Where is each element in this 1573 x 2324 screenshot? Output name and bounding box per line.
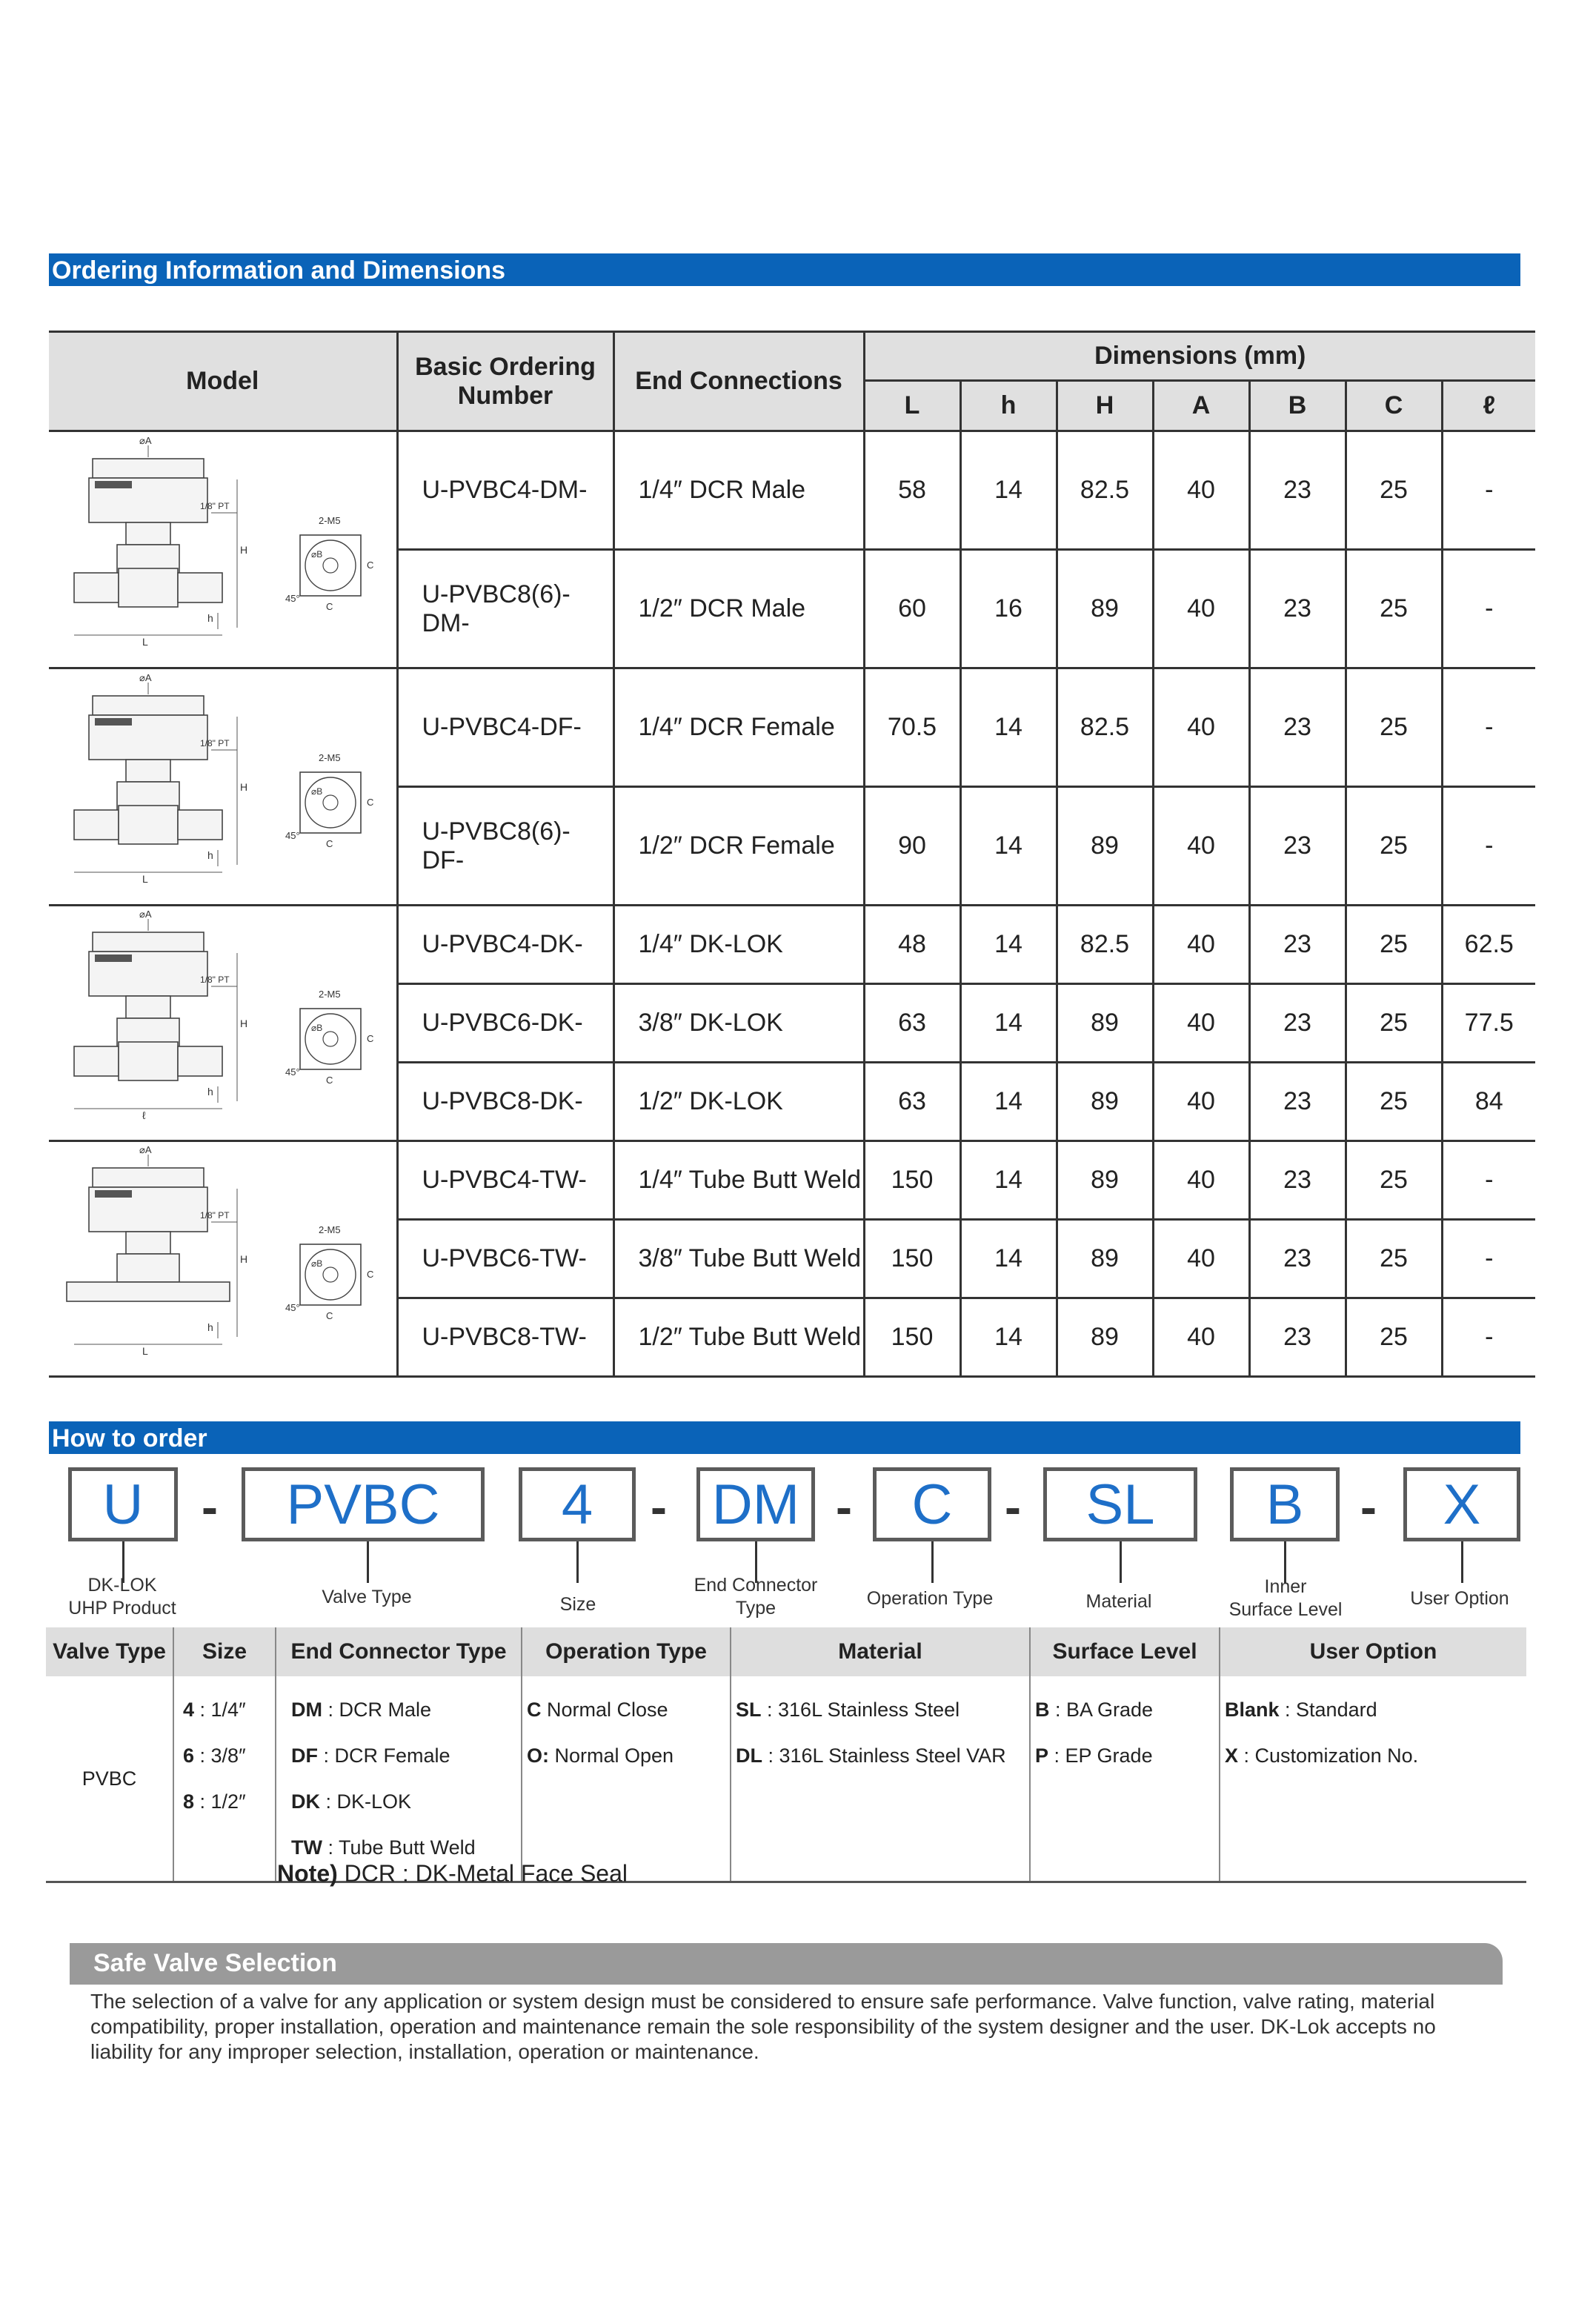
dim-H: 89	[1057, 787, 1153, 906]
dim-l: -	[1442, 668, 1535, 787]
header-dim-H: H	[1057, 381, 1153, 431]
valve-neck	[126, 996, 170, 1018]
ordering-number: U-PVBC8(6)-DM-	[397, 550, 613, 668]
dim-L: 48	[864, 906, 960, 984]
left-fitting	[74, 810, 119, 840]
dim-L: 58	[864, 431, 960, 550]
stem-material	[1120, 1541, 1122, 1583]
angle-label: 45°	[285, 830, 300, 841]
order-box-valve-type: PVBC	[242, 1467, 485, 1541]
actuator-cap	[93, 932, 204, 952]
dim-C: 25	[1346, 1298, 1442, 1377]
top-view-square	[300, 1244, 361, 1305]
actuator-label-plate	[95, 1190, 132, 1198]
dim-A: 40	[1153, 1298, 1249, 1377]
size-option: 8 : 1/2″	[183, 1790, 246, 1813]
dim-L: 60	[864, 550, 960, 668]
dim-B: 23	[1249, 787, 1346, 906]
dim-H: 82.5	[1057, 431, 1153, 550]
valve-drawing	[52, 909, 393, 1131]
actuator-cap	[93, 696, 204, 715]
ordering-number: U-PVBC4-DK-	[397, 906, 613, 984]
pt-label: 1/8" PT	[200, 738, 230, 748]
dim-H: 89	[1057, 550, 1153, 668]
dim-l: -	[1442, 1141, 1535, 1220]
dim-l: 84	[1442, 1063, 1535, 1141]
dim-A: 40	[1153, 984, 1249, 1063]
dim-a-label: ⌀A	[139, 1144, 152, 1155]
dim-A: 40	[1153, 1141, 1249, 1220]
m5-label: 2-M5	[319, 752, 341, 763]
dim-C: 25	[1346, 550, 1442, 668]
right-fitting	[178, 1046, 222, 1076]
pt-label: 1/8" PT	[200, 1210, 230, 1221]
material-option: DL : 316L Stainless Steel VAR	[736, 1744, 1006, 1767]
header-dim-A: A	[1153, 381, 1249, 431]
dim-C-side-label: C	[367, 1033, 374, 1044]
how-to-order-title: How to order	[52, 1424, 207, 1452]
valve-drawing	[52, 1144, 393, 1367]
dim-l: -	[1442, 431, 1535, 550]
how-to-order-bar	[49, 1421, 1520, 1454]
dim-H: 89	[1057, 1063, 1153, 1141]
actuator-label-plate	[95, 718, 132, 726]
opt-header-material: Material	[731, 1627, 1030, 1676]
valve-drawing	[52, 435, 393, 657]
dim-l: -	[1442, 550, 1535, 668]
surface-option: P : EP Grade	[1035, 1744, 1153, 1767]
opt-header-surface: Surface Level	[1030, 1627, 1220, 1676]
dim-h: 16	[960, 550, 1057, 668]
dim-H: 89	[1057, 1220, 1153, 1298]
caption-surface: Inner Surface Level	[1228, 1576, 1343, 1620]
top-view-center	[323, 1267, 338, 1282]
pt-label: 1/8" PT	[200, 501, 230, 511]
dim-l: 62.5	[1442, 906, 1535, 984]
dim-C: 25	[1346, 1141, 1442, 1220]
ordering-number: U-PVBC6-TW-	[397, 1220, 613, 1298]
dim-l: -	[1442, 787, 1535, 906]
order-box-size: 4	[519, 1467, 636, 1541]
opt-end-connectors-cell	[276, 1676, 522, 1882]
end-connector-option: DK : DK-LOK	[291, 1790, 412, 1813]
angle-label: 45°	[285, 1066, 300, 1078]
dim-L: 63	[864, 984, 960, 1063]
dim-L: 70.5	[864, 668, 960, 787]
ordering-number: U-PVBC4-DM-	[397, 431, 613, 550]
opt-sizes-cell	[173, 1676, 276, 1882]
angle-label: 45°	[285, 593, 300, 604]
caption-valve-type: Valve Type	[322, 1587, 412, 1607]
dim-B-label: ⌀B	[311, 1258, 323, 1269]
angle-label: 45°	[285, 1302, 300, 1313]
dim-a-label: ⌀A	[139, 435, 152, 446]
top-view-center	[323, 558, 338, 573]
dim-B: 23	[1249, 1141, 1346, 1220]
stem-size	[576, 1541, 579, 1583]
dim-L: 150	[864, 1298, 960, 1377]
dim-A: 40	[1153, 787, 1249, 906]
tube-weld-ends	[67, 1282, 230, 1301]
header-dimensions: Dimensions (mm)	[864, 332, 1535, 381]
right-fitting	[178, 573, 222, 602]
model-drawing-cell	[49, 431, 397, 668]
end-connection: 1/4″ DCR Female	[613, 668, 864, 787]
dim-H: 89	[1057, 1141, 1153, 1220]
dim-B-label: ⌀B	[311, 549, 323, 560]
stem-operation	[931, 1541, 934, 1583]
dim-B: 23	[1249, 1220, 1346, 1298]
dim-h-label: h	[207, 1321, 214, 1333]
opt-surfaces-cell	[1030, 1676, 1220, 1882]
operation-option: O: Normal Open	[527, 1744, 674, 1767]
end-connection: 3/8″ DK-LOK	[613, 984, 864, 1063]
actuator-cap	[93, 1168, 204, 1187]
actuator-label-plate	[95, 954, 132, 962]
dim-L-label: ℓ	[142, 1109, 146, 1121]
dim-L-label: L	[142, 636, 149, 648]
top-view-square	[300, 1009, 361, 1069]
safe-selection-bar	[70, 1943, 1503, 1985]
valve-body	[119, 568, 178, 607]
caption-operation: Operation Type	[866, 1588, 994, 1609]
top-view-square	[300, 772, 361, 833]
dim-A: 40	[1153, 1063, 1249, 1141]
end-connection: 1/2″ DCR Female	[613, 787, 864, 906]
ordering-number: U-PVBC4-DF-	[397, 668, 613, 787]
m5-label: 2-M5	[319, 1224, 341, 1235]
dim-C-side-label: C	[367, 797, 374, 808]
m5-label: 2-M5	[319, 989, 341, 1000]
stem-user-option	[1461, 1541, 1463, 1583]
dim-h-label: h	[207, 849, 214, 861]
dim-B: 23	[1249, 984, 1346, 1063]
valve-neck	[126, 522, 170, 545]
dim-H: 89	[1057, 1298, 1153, 1377]
right-fitting	[178, 810, 222, 840]
header-dim-L: L	[864, 381, 960, 431]
end-connection: 1/2″ Tube Butt Weld	[613, 1298, 864, 1377]
dim-A: 40	[1153, 668, 1249, 787]
pt-label: 1/8" PT	[200, 975, 230, 985]
dim-h: 14	[960, 906, 1057, 984]
dim-H-label: H	[240, 1017, 248, 1029]
m5-label: 2-M5	[319, 515, 341, 526]
model-drawing-cell	[49, 668, 397, 906]
top-view-square	[300, 535, 361, 596]
dim-H-label: H	[240, 781, 248, 793]
end-connector-option: TW : Tube Butt Weld	[291, 1836, 476, 1859]
opt-valve-type: PVBC	[46, 1676, 173, 1882]
opt-operations-cell	[522, 1676, 731, 1882]
valve-neck	[126, 760, 170, 782]
order-box-surface: B	[1230, 1467, 1340, 1541]
size-option: 6 : 3/8″	[183, 1744, 246, 1767]
dim-h: 14	[960, 1298, 1057, 1377]
order-box-product: U	[68, 1467, 178, 1541]
dim-A: 40	[1153, 550, 1249, 668]
dim-B: 23	[1249, 906, 1346, 984]
ordering-number: U-PVBC8-TW-	[397, 1298, 613, 1377]
options-table	[46, 1627, 1526, 1883]
header-model: Model	[49, 332, 397, 431]
surface-option: B : BA Grade	[1035, 1699, 1154, 1721]
dim-B-label: ⌀B	[311, 1023, 323, 1033]
opt-header-operation: Operation Type	[522, 1627, 731, 1676]
dim-h: 14	[960, 431, 1057, 550]
dim-h: 14	[960, 1063, 1057, 1141]
ordering-number: U-PVBC8-DK-	[397, 1063, 613, 1141]
table-row	[49, 1141, 1535, 1220]
dim-h: 14	[960, 984, 1057, 1063]
dimensions-table	[49, 331, 1535, 1378]
dim-h: 14	[960, 787, 1057, 906]
ordering-number: U-PVBC4-TW-	[397, 1141, 613, 1220]
end-connector-option: DF : DCR Female	[291, 1744, 450, 1767]
dim-B: 23	[1249, 431, 1346, 550]
dim-H-label: H	[240, 1253, 248, 1265]
order-box-material: SL	[1043, 1467, 1197, 1541]
model-drawing-cell	[49, 906, 397, 1141]
size-option: 4 : 1/4″	[183, 1699, 246, 1721]
end-connection: 1/2″ DCR Male	[613, 550, 864, 668]
dim-C-label: C	[326, 1310, 333, 1321]
dim-L: 150	[864, 1220, 960, 1298]
valve-nut	[117, 1254, 179, 1282]
dim-A: 40	[1153, 431, 1249, 550]
header-basic-ordering-number: Basic Ordering Number	[397, 332, 613, 431]
opt-user-options-cell	[1220, 1676, 1526, 1882]
end-connection: 1/4″ Tube Butt Weld	[613, 1141, 864, 1220]
top-view-circle	[305, 1249, 356, 1300]
note-text: DCR : DK-Metal Face Seal	[344, 1860, 628, 1887]
top-view-circle	[305, 540, 356, 591]
dim-L-label: L	[142, 1345, 149, 1357]
end-connection: 1/4″ DCR Male	[613, 431, 864, 550]
dim-L: 63	[864, 1063, 960, 1141]
material-option: SL : 316L Stainless Steel	[736, 1699, 960, 1721]
dim-B: 23	[1249, 1063, 1346, 1141]
dim-H: 89	[1057, 984, 1153, 1063]
dim-L: 90	[864, 787, 960, 906]
valve-neck	[126, 1232, 170, 1254]
opt-header-size: Size	[173, 1627, 276, 1676]
user-option: Blank : Standard	[1225, 1699, 1377, 1721]
ordering-number: U-PVBC6-DK-	[397, 984, 613, 1063]
order-dash-4: -	[1005, 1479, 1021, 1534]
dim-A: 40	[1153, 1220, 1249, 1298]
dim-C-side-label: C	[367, 1269, 374, 1280]
dim-a-label: ⌀A	[139, 672, 152, 683]
dim-a-label: ⌀A	[139, 909, 152, 920]
top-view-circle	[305, 1014, 356, 1064]
stem-valve-type	[367, 1541, 369, 1583]
dim-h: 14	[960, 1141, 1057, 1220]
left-fitting	[74, 573, 119, 602]
table-row	[49, 668, 1535, 787]
dim-C: 25	[1346, 1063, 1442, 1141]
dim-C-side-label: C	[367, 560, 374, 571]
order-dash-3: -	[836, 1479, 852, 1534]
dim-H: 82.5	[1057, 906, 1153, 984]
caption-product: DK-LOK UHP Product	[68, 1575, 176, 1618]
dim-C-label: C	[326, 838, 333, 849]
header-dim-l: ℓ	[1442, 381, 1535, 431]
end-connection: 1/2″ DK-LOK	[613, 1063, 864, 1141]
user-option: X : Customization No.	[1225, 1744, 1419, 1767]
valve-body	[119, 806, 178, 844]
opt-header-user-option: User Option	[1220, 1627, 1526, 1676]
header-end-connections: End Connections	[613, 332, 864, 431]
dim-C: 25	[1346, 787, 1442, 906]
caption-end-connector: End Connector Type	[694, 1575, 818, 1618]
end-connection: 3/8″ Tube Butt Weld	[613, 1220, 864, 1298]
note-label: Note)	[277, 1860, 338, 1887]
order-box-operation: C	[873, 1467, 991, 1541]
dim-B: 23	[1249, 550, 1346, 668]
dim-L-label: L	[142, 873, 149, 885]
header-dim-B: B	[1249, 381, 1346, 431]
dim-C-label: C	[326, 1075, 333, 1086]
dim-H: 82.5	[1057, 668, 1153, 787]
dim-h-label: h	[207, 1086, 214, 1098]
dim-l: 77.5	[1442, 984, 1535, 1063]
dim-l: -	[1442, 1298, 1535, 1377]
valve-drawing	[52, 672, 393, 894]
caption-user-option: User Option	[1410, 1588, 1509, 1609]
dim-C: 25	[1346, 984, 1442, 1063]
ordering-section-bar	[49, 253, 1520, 286]
dim-C: 25	[1346, 431, 1442, 550]
dim-C: 25	[1346, 1220, 1442, 1298]
header-dim-C: C	[1346, 381, 1442, 431]
caption-material: Material	[1085, 1591, 1152, 1612]
dim-C: 25	[1346, 906, 1442, 984]
order-dash-1: -	[202, 1479, 218, 1534]
opt-header-valve-type: Valve Type	[46, 1627, 173, 1676]
safe-selection-text: The selection of a valve for any application or system design must be considered to ensure safe performance. Valve function, valve rating, material compatibility, proper installation, operation and maintenance remain the sole responsibility of the system designer and the user. DK-Lok accepts no liability for any improper selection, installation, operation or maintenance.	[90, 1990, 1436, 2063]
dim-H-label: H	[240, 544, 248, 556]
dim-B: 23	[1249, 668, 1346, 787]
dim-B: 23	[1249, 1298, 1346, 1377]
opt-materials-cell	[731, 1676, 1030, 1882]
top-view-center	[323, 795, 338, 810]
end-connection: 1/4″ DK-LOK	[613, 906, 864, 984]
end-connector-option: DM : DCR Male	[291, 1699, 432, 1721]
caption-size: Size	[559, 1594, 596, 1615]
actuator-label-plate	[95, 481, 132, 488]
dim-h: 14	[960, 668, 1057, 787]
opt-header-end-connector: End Connector Type	[276, 1627, 522, 1676]
note	[277, 1860, 628, 1888]
top-view-circle	[305, 777, 356, 828]
dim-B-label: ⌀B	[311, 786, 323, 797]
safe-selection-title: Safe Valve Selection	[93, 1949, 337, 1977]
ordering-number: U-PVBC8(6)-DF-	[397, 787, 613, 906]
dim-C-label: C	[326, 601, 333, 612]
actuator-cap	[93, 459, 204, 478]
top-view-center	[323, 1032, 338, 1046]
order-dash-2: -	[651, 1479, 667, 1534]
valve-body	[119, 1042, 178, 1080]
header-dim-h: h	[960, 381, 1057, 431]
dim-L: 150	[864, 1141, 960, 1220]
dim-C: 25	[1346, 668, 1442, 787]
table-row	[49, 431, 1535, 550]
left-fitting	[74, 1046, 119, 1076]
dim-A: 40	[1153, 906, 1249, 984]
table-row	[49, 906, 1535, 984]
dim-h: 14	[960, 1220, 1057, 1298]
dim-h-label: h	[207, 612, 214, 624]
model-drawing-cell	[49, 1141, 397, 1377]
order-box-end-connector: DM	[696, 1467, 815, 1541]
order-dash-5: -	[1360, 1479, 1377, 1534]
ordering-section-title: Ordering Information and Dimensions	[52, 256, 506, 285]
dim-l: -	[1442, 1220, 1535, 1298]
order-box-user-option: X	[1403, 1467, 1520, 1541]
operation-option: C Normal Close	[527, 1699, 668, 1721]
